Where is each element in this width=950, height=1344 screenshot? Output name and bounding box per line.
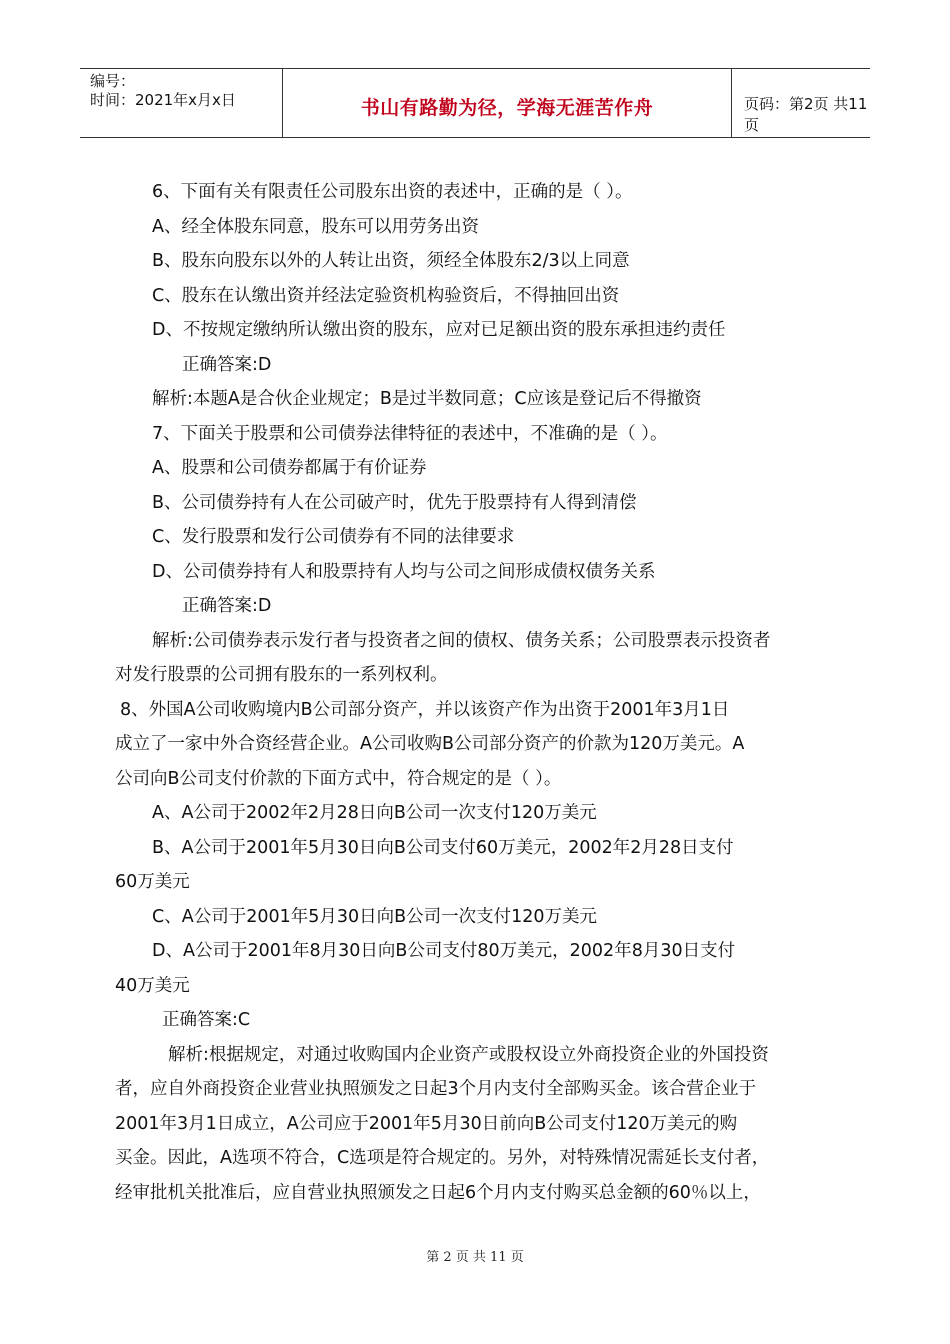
question-6-option-d: D、不按规定缴纳所认缴出资的股东，应对已足额出资的股东承担违约责任 — [152, 320, 726, 340]
page-footer: 第 2 页 共 11 页 — [426, 1250, 524, 1265]
document-number-label: 编号： — [90, 72, 136, 90]
question-7-option-d: D、公司债券持有人和股票持有人均与公司之间形成债权债务关系 — [152, 561, 656, 582]
question-8-option-b: B、A公司于2001年5月30日向B公司支付60万美元，2002年2月28日支付 — [152, 837, 734, 858]
document-date: 时间：2021年x月x日 — [90, 91, 236, 109]
question-6-option-a: A、经全体股东同意，股东可以用劳务出资 — [152, 216, 479, 237]
question-8-option-d: D、A公司于2001年8月30日向B公司支付80万美元，2002年8月30日支付 — [152, 941, 736, 961]
question-7-option-a: A、股票和公司债券都属于有价证券 — [152, 458, 427, 478]
question-7-analysis: 解析:公司债券表示发行者与投资者之间的债权、债务关系；公司股票表示投资者 — [152, 630, 771, 651]
question-6-option-c: C、股东在认缴出资并经法定验资机构验资后，不得抽回出资 — [152, 285, 620, 306]
question-8-answer: 正确答案:C — [162, 1010, 251, 1030]
question-8-option-d-cont: 40万美元 — [115, 975, 190, 996]
question-6-answer: 正确答案:D — [182, 354, 272, 375]
question-8-option-c: C、A公司于2001年5月30日向B公司一次支付120万美元 — [152, 906, 598, 927]
question-6-option-b: B、股东向股东以外的人转让出资，须经全体股东2/3以上同意 — [152, 251, 630, 271]
question-7-option-c: C、发行股票和发行公司债券有不同的法律要求 — [152, 527, 515, 547]
question-7-option-b: B、公司债券持有人在公司破产时，优先于股票持有人得到清偿 — [152, 492, 637, 513]
question-6-analysis: 解析:本题A是合伙企业规定；B是过半数同意；C应该是登记后不得撤资 — [152, 389, 702, 409]
document-body — [115, 175, 835, 1210]
question-8-cont-1: 成立了一家中外合资经营企业。A公司收购B公司部分资产的价款为120万美元。A — [115, 734, 745, 754]
question-7-answer: 正确答案:D — [182, 596, 272, 616]
question-8-analysis-cont-2: 2001年3月1日成立，A公司应于2001年5月30日前向B公司支付120万美元的购 — [115, 1113, 738, 1134]
question-7: 7、下面关于股票和公司债券法律特征的表述中，不准确的是（ ）。 — [152, 423, 668, 444]
question-8-option-b-cont: 60万美元 — [115, 872, 190, 892]
header-meta-cell — [80, 69, 283, 137]
question-8: 8、外国A公司收购境内B公司部分资产，并以该资产作为出资于2001年3月1日 — [120, 699, 730, 720]
question-8-analysis-cont-4: 经审批机关批准后，应自营业执照颁发之日起6个月内支付购买总金额的60％以上， — [115, 1182, 761, 1203]
question-8-cont-2: 公司向B公司支付价款的下面方式中，符合规定的是（ ）。 — [115, 768, 562, 789]
question-6: 6、下面有关有限责任公司股东出资的表述中，正确的是（ ）。 — [152, 182, 633, 202]
question-7-analysis-cont: 对发行股票的公司拥有股东的一系列权利。 — [115, 665, 448, 685]
header-page-info: 页码：第2页 共11页 — [744, 95, 868, 134]
question-8-option-a: A、A公司于2002年2月28日向B公司一次支付120万美元 — [152, 803, 597, 823]
page-header — [80, 68, 870, 138]
question-8-analysis-cont-1: 者，应自外商投资企业营业执照颁发之日起3个月内支付全部购买金。该合营企业于 — [115, 1079, 757, 1099]
question-8-analysis: 解析:根据规定，对通过收购国内企业资产或股权设立外商投资企业的外国投资 — [168, 1044, 769, 1065]
question-8-analysis-cont-3: 买金。因此，A选项不符合，C选项是符合规定的。另外，对特殊情况需延长支付者， — [115, 1148, 770, 1168]
header-motto: 书山有路勤为径，学海无涯苦作舟 — [283, 69, 732, 137]
